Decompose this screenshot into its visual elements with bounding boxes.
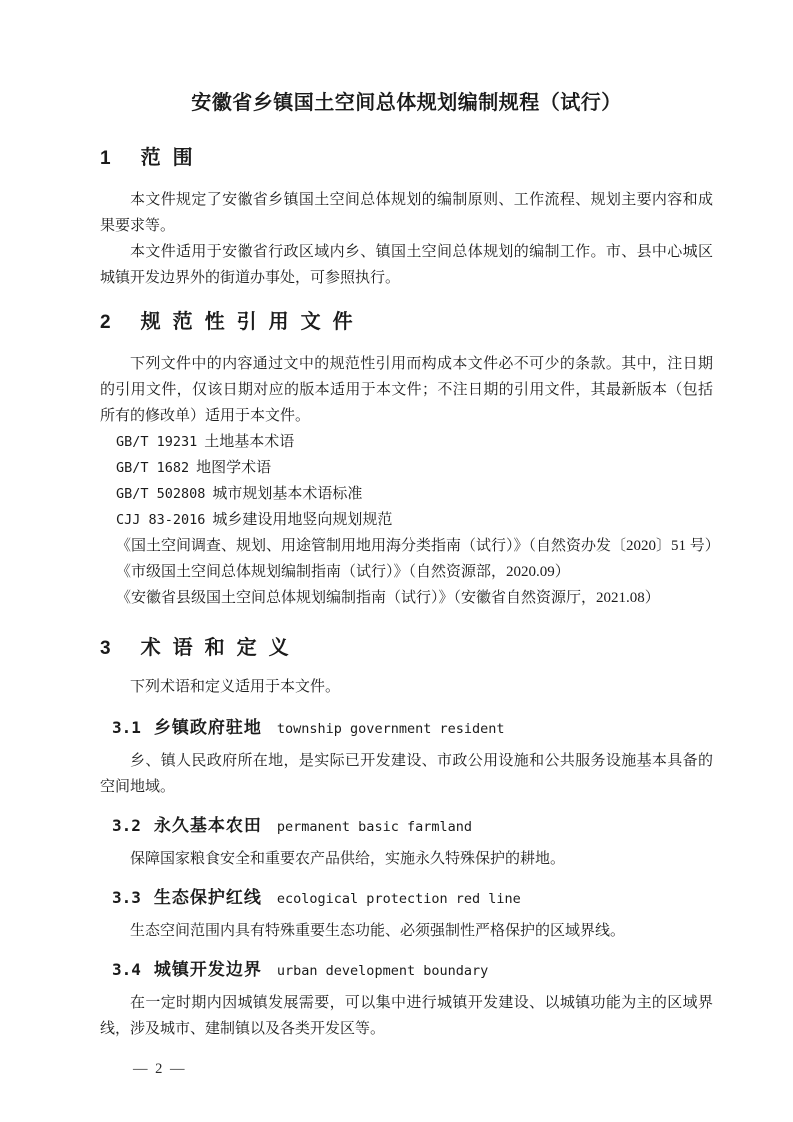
reference-item xyxy=(100,533,720,559)
term-number: 3.2 xyxy=(112,816,141,835)
reference-list xyxy=(100,429,720,611)
term-heading-permanent-basic-farmland xyxy=(100,812,713,840)
term-definition: 保障国家粮食安全和重要农产品供给，实施永久特殊保护的耕地。 xyxy=(130,851,566,867)
reference-item xyxy=(100,585,713,611)
reference-item xyxy=(100,429,713,455)
document-title: 安徽省乡镇国土空间总体规划编制规程（试行） xyxy=(191,92,622,114)
term-english: permanent basic farmland xyxy=(276,819,472,835)
section-label: 术语和定义 xyxy=(140,637,301,659)
term-chinese: 城镇开发边界 xyxy=(153,960,262,979)
paragraph-terms-intro: 下列术语和定义适用于本文件。 xyxy=(130,679,341,695)
reference-title: 城市规划基本术语标准 xyxy=(212,486,363,502)
reference-title: 《市级国土空间总体规划编制指南（试行）》（自然资源部，2020.09） xyxy=(116,564,570,580)
term-heading-urban-development-boundary xyxy=(100,956,713,984)
reference-title: 土地基本术语 xyxy=(204,434,295,450)
section-label: 规范性引用文件 xyxy=(140,311,365,333)
term-heading-township-government-resident xyxy=(100,714,713,742)
reference-title: 地图学术语 xyxy=(196,460,272,476)
section-number: 3 xyxy=(100,638,111,659)
term-english: urban development boundary xyxy=(276,963,489,979)
term-definition: 乡、镇人民政府所在地，是实际已开发建设、市政公用设施和公共服务设施基本具备的空间地域。 xyxy=(100,753,713,795)
reference-title: 《国土空间调查、规划、用途管制用地用海分类指南（试行）》（自然资办发〔2020〕51 号） xyxy=(116,538,720,554)
section-heading-normative-references xyxy=(100,307,713,338)
section-label: 范围 xyxy=(140,147,205,169)
page-number: — 2 — xyxy=(133,1061,187,1077)
section-number: 1 xyxy=(100,148,111,169)
reference-item xyxy=(100,559,713,585)
reference-code: GB/T 502808 xyxy=(116,486,206,502)
term-definition: 生态空间范围内具有特殊重要生态功能、必须强制性严格保护的区域界线。 xyxy=(130,923,626,939)
reference-item xyxy=(100,455,713,481)
reference-code: GB/T 19231 xyxy=(116,434,198,450)
paragraph-references-intro: 下列文件中的内容通过文中的规范性引用而构成本文件必不可少的条款。其中，注日期的引用文件，仅该日期对应的版本适用于本文件；不注日期的引用文件，其最新版本（包括所有的修改单）适用于本文件。 xyxy=(100,356,713,424)
term-chinese: 生态保护红线 xyxy=(153,888,262,907)
reference-code: CJJ 83-2016 xyxy=(116,512,206,528)
term-number: 3.3 xyxy=(112,888,141,907)
term-number: 3.1 xyxy=(112,718,141,737)
section-heading-terms-definitions xyxy=(100,633,713,664)
reference-title: 城乡建设用地竖向规划规范 xyxy=(212,512,393,528)
term-chinese: 永久基本农田 xyxy=(153,816,262,835)
term-definition: 在一定时期内因城镇发展需要，可以集中进行城镇开发建设、以城镇功能为主的区域界线，涉及城市、建制镇以及各类开发区等。 xyxy=(100,995,713,1037)
term-heading-ecological-protection-red-line xyxy=(100,884,713,912)
paragraph-scope-2: 本文件适用于安徽省行政区域内乡、镇国土空间总体规划的编制工作。市、县中心城区城镇开发边界外的街道办事处，可参照执行。 xyxy=(100,244,713,286)
section-number: 2 xyxy=(100,312,111,333)
section-heading-scope xyxy=(100,143,713,174)
paragraph-scope-1: 本文件规定了安徽省乡镇国土空间总体规划的编制原则、工作流程、规划主要内容和成果要求等。 xyxy=(100,192,713,234)
reference-code: GB/T 1682 xyxy=(116,460,190,476)
term-english: ecological protection red line xyxy=(276,891,521,907)
reference-item xyxy=(100,507,713,533)
term-number: 3.4 xyxy=(112,960,141,979)
reference-item xyxy=(100,481,713,507)
term-english: township government resident xyxy=(276,721,505,737)
term-chinese: 乡镇政府驻地 xyxy=(153,718,262,737)
reference-title: 《安徽省县级国土空间总体规划编制指南（试行）》（安徽省自然资源厅，2021.08） xyxy=(116,590,660,606)
